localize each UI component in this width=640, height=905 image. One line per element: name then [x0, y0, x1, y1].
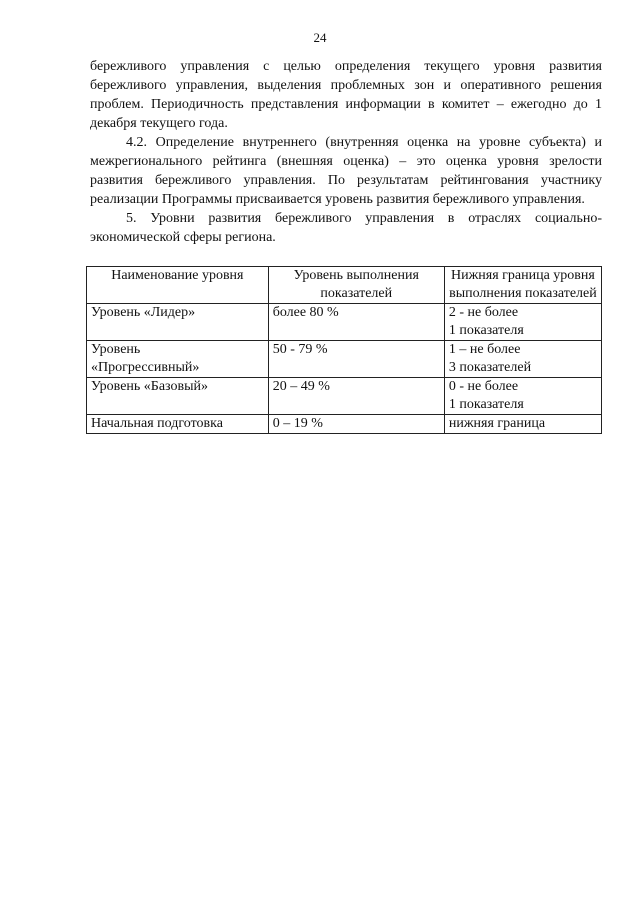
lower-bound-line: 0 - не более — [448, 379, 519, 394]
lower-bound-line: 1 – не более — [448, 342, 521, 357]
level-name-cell — [87, 341, 269, 378]
lower-bound-line: 1 показателя — [448, 323, 524, 338]
table-row — [87, 304, 602, 341]
header-lower-bound: Нижняя граница уровня выполнения показателей — [444, 267, 601, 304]
level-name: Начальная подготовка — [91, 416, 223, 431]
level-name: Уровень «Лидер» — [91, 305, 196, 320]
table-row — [87, 341, 602, 378]
lower-bound-line: 2 - не более — [448, 305, 519, 320]
lower-bound-cell — [444, 341, 601, 378]
performance-cell: 0 – 19 % — [268, 415, 444, 434]
level-name: Уровень «Базовый» — [91, 379, 209, 394]
lower-bound-cell — [444, 378, 601, 415]
lower-bound-cell — [444, 304, 601, 341]
lower-bound-line: 1 показателя — [448, 397, 524, 412]
performance-cell: 50 - 79 % — [268, 341, 444, 378]
header-level-name: Наименование уровня — [87, 267, 269, 304]
table-row — [87, 378, 602, 415]
performance-cell: более 80 % — [268, 304, 444, 341]
levels-table — [86, 266, 602, 434]
paragraph-section-4-2: 4.2. Определение внутреннего (внутренняя оценка на уровне субъекта) и межрегионального рейтинга (внешняя оценка) – это оценка уровня зрелости развития бережливого управления. По результатам рейтингования участнику реализации Программы присваивается уровень развития бережливого управления. — [90, 135, 602, 207]
body-text — [90, 57, 602, 247]
table-header-row — [87, 267, 602, 304]
paragraph-continuation: бережливого управления с целью определения текущего уровня развития бережливого управления, выделения проблемных зон и оперативного решения проблем. Периодичность представления информации в комитет – ежегодно до 1 декабря текущего года. — [90, 59, 602, 131]
level-name: «Прогрессивный» — [91, 360, 200, 375]
header-performance: Уровень выполнения показателей — [268, 267, 444, 304]
paragraph-section-5: 5. Уровни развития бережливого управления в отраслях социально-экономической сферы региона. — [90, 211, 602, 245]
level-name-cell — [87, 304, 269, 341]
level-name: Уровень — [91, 342, 141, 357]
page-number: 24 — [313, 30, 327, 45]
level-name-cell — [87, 415, 269, 434]
lower-bound-line: нижняя граница — [448, 416, 546, 431]
level-name-cell — [87, 378, 269, 415]
performance-cell: 20 – 49 % — [268, 378, 444, 415]
table-row — [87, 415, 602, 434]
lower-bound-cell — [444, 415, 601, 434]
lower-bound-line: 3 показателей — [448, 360, 532, 375]
